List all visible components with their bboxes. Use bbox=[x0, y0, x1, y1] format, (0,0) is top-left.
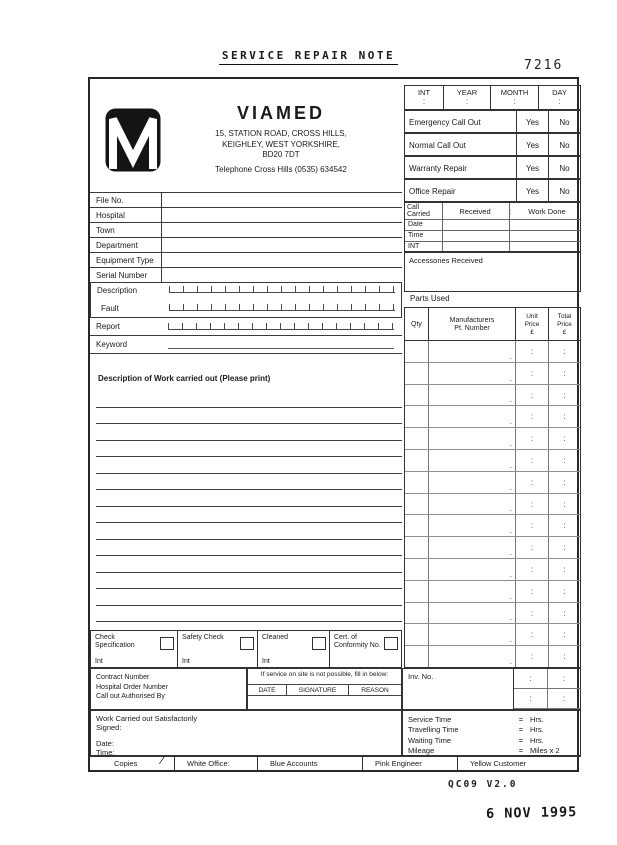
unit-price-cell: : bbox=[515, 450, 548, 471]
decimal-point-mark: . bbox=[509, 417, 512, 427]
parts-number-cell bbox=[428, 406, 515, 427]
work-ruled-line bbox=[96, 573, 402, 590]
work-ruled-line bbox=[96, 391, 402, 408]
parts-unit-price-header bbox=[515, 308, 548, 340]
yes-cell: Yes bbox=[516, 157, 548, 178]
work-ruled-line bbox=[96, 556, 402, 573]
parts-qty-cell bbox=[405, 515, 428, 536]
initials-label: Int bbox=[262, 658, 270, 665]
call-option-label: Office Repair bbox=[409, 187, 456, 196]
unit-price-cell: : bbox=[515, 472, 548, 493]
accessories-label: Accessories Received bbox=[409, 256, 483, 265]
total-price-cell: : bbox=[548, 581, 580, 602]
field-row-file-no bbox=[90, 193, 402, 208]
parts-qty-cell bbox=[405, 559, 428, 580]
maker-label-line1: Manufacturers bbox=[449, 317, 495, 324]
satisfaction-box bbox=[90, 710, 402, 756]
keyword-row bbox=[90, 336, 402, 354]
unit-price-cell: : bbox=[515, 581, 548, 602]
parts-number-cell bbox=[428, 363, 515, 384]
safety-check-cell bbox=[177, 631, 257, 667]
colon-mark: : bbox=[509, 207, 512, 216]
work-ruled-line bbox=[96, 474, 402, 491]
call-log-corner-line1: Call bbox=[407, 204, 420, 211]
call-option-label: Emergency Call Out bbox=[409, 118, 481, 127]
total-price-cell: : bbox=[548, 385, 580, 406]
decimal-point-mark: . bbox=[509, 547, 512, 557]
decimal-point-mark: . bbox=[509, 351, 512, 361]
parts-number-cell bbox=[428, 515, 515, 536]
parts-qty-header bbox=[405, 308, 428, 340]
hospital-order-label: Hospital Order Number bbox=[96, 683, 168, 691]
work-ruled-line bbox=[96, 540, 402, 557]
work-ruled-line bbox=[96, 606, 402, 623]
parts-row bbox=[405, 428, 580, 450]
parts-qty-cell bbox=[405, 494, 428, 515]
reason-column-header: REASON bbox=[348, 685, 401, 695]
unit-price-cell: : bbox=[515, 494, 548, 515]
check-label: Cert. of Conformity No. bbox=[334, 634, 381, 649]
time-row-unit: Miles x 2 bbox=[530, 746, 560, 756]
total-price-cell: : bbox=[548, 428, 580, 449]
date-col-label: DAY bbox=[552, 88, 567, 97]
yes-cell: Yes bbox=[516, 111, 548, 132]
no-cell: No bbox=[548, 180, 580, 201]
call-option-row bbox=[404, 133, 581, 156]
parts-qty-cell bbox=[405, 581, 428, 602]
fault-label: Fault bbox=[101, 304, 119, 313]
call-option-label: Warranty Repair bbox=[409, 164, 467, 173]
company-block bbox=[162, 103, 400, 174]
parts-qty-cell bbox=[405, 406, 428, 427]
colon-mark: : bbox=[465, 97, 469, 106]
field-row-department bbox=[90, 238, 402, 253]
decimal-point-mark: . bbox=[509, 591, 512, 601]
company-address-line3: BD20 7DT bbox=[262, 150, 300, 159]
decimal-point-mark: . bbox=[509, 395, 512, 405]
parts-number-cell bbox=[428, 494, 515, 515]
check-label: Cleaned bbox=[262, 634, 289, 641]
viamed-logo-icon bbox=[104, 107, 162, 173]
parts-row bbox=[405, 341, 580, 363]
total-price-cell: : bbox=[548, 515, 580, 536]
initials-label: Int bbox=[182, 658, 190, 665]
time-row-label: Mileage bbox=[408, 746, 435, 756]
price-row bbox=[514, 689, 580, 709]
invoice-box bbox=[402, 668, 514, 710]
date-col-label: MONTH bbox=[500, 88, 529, 97]
received-header: Received bbox=[459, 207, 491, 216]
service-repair-form bbox=[88, 77, 579, 772]
initials-label: Int bbox=[95, 658, 103, 665]
call-log-corner bbox=[407, 204, 430, 218]
unit-price-cell: : bbox=[515, 646, 548, 667]
work-ruled-line bbox=[96, 507, 402, 524]
decimal-point-mark: . bbox=[509, 635, 512, 645]
report-label: Report bbox=[96, 322, 121, 331]
date-col-day bbox=[538, 86, 580, 109]
waiting-time-row bbox=[403, 735, 580, 746]
unit-price-cell: : bbox=[515, 406, 548, 427]
parts-number-cell bbox=[428, 450, 515, 471]
total-price-cell: : bbox=[548, 494, 580, 515]
cleaned-cell bbox=[257, 631, 329, 667]
decimal-point-mark: . bbox=[509, 569, 512, 579]
parts-number-cell bbox=[428, 559, 515, 580]
page-title: SERVICE REPAIR NOTE bbox=[219, 49, 398, 65]
equals-sign: = bbox=[518, 714, 524, 724]
unit-price-cell: : bbox=[515, 515, 548, 536]
parts-qty-cell bbox=[405, 537, 428, 558]
date-col-label: YEAR bbox=[456, 88, 478, 97]
white-office-cell: White Office: bbox=[174, 757, 257, 770]
time-row-unit: Hrs. bbox=[530, 725, 544, 735]
time-row-unit: Hrs. bbox=[530, 735, 544, 745]
work-ruled-line bbox=[96, 457, 402, 474]
parts-qty-cell bbox=[405, 450, 428, 471]
date-col-year bbox=[443, 86, 490, 109]
conformity-cell bbox=[329, 631, 401, 667]
date-label: Date: bbox=[96, 739, 114, 748]
total-price-cell: : bbox=[548, 559, 580, 580]
field-row-serial-number bbox=[90, 268, 402, 283]
field-label: Department bbox=[90, 238, 162, 252]
parts-number-header bbox=[428, 308, 515, 340]
parts-row bbox=[405, 406, 580, 428]
parts-row bbox=[405, 515, 580, 537]
date-col-label: INT bbox=[417, 88, 431, 97]
pink-engineer-cell: Pink Engineer bbox=[362, 757, 457, 770]
total-price-cell: : bbox=[547, 689, 580, 708]
work-ruled-line bbox=[96, 523, 402, 540]
parts-row bbox=[405, 385, 580, 407]
parts-number-cell bbox=[428, 472, 515, 493]
work-ruled-line bbox=[96, 441, 402, 458]
parts-total-price-header bbox=[548, 308, 580, 340]
total-price-cell: : bbox=[547, 669, 580, 688]
pound-sign: £ bbox=[562, 329, 567, 336]
total-price-cell: : bbox=[548, 406, 580, 427]
equals-sign: = bbox=[518, 725, 524, 735]
satisfaction-label: Work Carried out Satisfactorily bbox=[96, 714, 198, 723]
contract-box bbox=[90, 668, 247, 710]
parts-qty-cell bbox=[405, 428, 428, 449]
parts-number-cell bbox=[428, 537, 515, 558]
unit-price-cell: : bbox=[515, 624, 548, 645]
check-box bbox=[160, 637, 174, 650]
company-address-line1: 15, STATION ROAD, CROSS HILLS, bbox=[215, 129, 347, 138]
parts-header bbox=[404, 307, 581, 341]
unit-price-cell: : bbox=[515, 559, 548, 580]
onsite-columns bbox=[248, 684, 401, 696]
parts-row bbox=[405, 537, 580, 559]
description-comb-field bbox=[169, 286, 395, 293]
total-price-cell: : bbox=[548, 363, 580, 384]
parts-row bbox=[405, 646, 580, 668]
parts-row bbox=[405, 624, 580, 646]
report-row bbox=[90, 318, 402, 336]
parts-number-cell bbox=[428, 581, 515, 602]
parts-number-cell bbox=[428, 646, 515, 667]
total-price-cell: : bbox=[548, 646, 580, 667]
unit-price-cell: : bbox=[515, 363, 548, 384]
parts-row bbox=[405, 559, 580, 581]
parts-row bbox=[405, 603, 580, 625]
copies-strip bbox=[90, 756, 581, 770]
equals-sign: = bbox=[518, 746, 524, 756]
date-box bbox=[404, 85, 581, 110]
field-label: File No. bbox=[90, 193, 162, 207]
field-row-hospital bbox=[90, 208, 402, 223]
work-ruled-line bbox=[96, 424, 402, 441]
parts-title: Parts Used bbox=[410, 294, 450, 303]
unit-price-cell: : bbox=[515, 385, 548, 406]
call-option-row bbox=[404, 110, 581, 133]
date-column-header: DATE bbox=[258, 687, 276, 694]
field-label: Equipment Type bbox=[90, 253, 162, 267]
parts-qty-cell bbox=[405, 341, 428, 362]
check-box bbox=[240, 637, 254, 650]
check-box bbox=[312, 637, 326, 650]
parts-qty-cell bbox=[405, 603, 428, 624]
field-row-town bbox=[90, 223, 402, 238]
call-log-date-row: Date bbox=[405, 219, 580, 230]
field-row-equipment-type bbox=[90, 253, 402, 268]
mileage-row bbox=[403, 746, 580, 757]
parts-number-cell bbox=[428, 603, 515, 624]
work-lines bbox=[96, 391, 402, 622]
maker-label-line2: Pt. Number bbox=[454, 325, 490, 332]
checks-strip bbox=[90, 630, 402, 668]
blue-accounts-cell: Blue Accounts bbox=[257, 757, 362, 770]
yellow-customer-cell: Yellow Customer bbox=[457, 757, 581, 770]
work-ruled-line bbox=[96, 490, 402, 507]
date-col-month bbox=[490, 86, 538, 109]
unit-price-cell: : bbox=[529, 674, 532, 683]
call-log-corner-line2: Carried bbox=[407, 211, 430, 218]
decimal-point-mark: . bbox=[509, 482, 512, 492]
decimal-point-mark: . bbox=[509, 526, 512, 536]
fault-comb-field bbox=[169, 304, 395, 311]
decimal-point-mark: . bbox=[509, 438, 512, 448]
accessories-box bbox=[404, 252, 581, 292]
service-time-row bbox=[403, 714, 580, 725]
total-label-line1: Total bbox=[557, 313, 572, 320]
yes-cell: Yes bbox=[516, 134, 548, 155]
form-serial-number: 7216 bbox=[524, 58, 564, 73]
total-price-cell: : bbox=[548, 472, 580, 493]
call-log-box bbox=[404, 202, 581, 252]
time-row-label: Service Time bbox=[408, 714, 452, 724]
decimal-point-mark: . bbox=[509, 373, 512, 383]
call-out-authorised-label: Call out Authorised By bbox=[96, 693, 165, 700]
call-log-int-row: INT bbox=[405, 241, 580, 253]
price-row bbox=[514, 669, 580, 689]
field-label: Hospital bbox=[90, 208, 162, 222]
qty-label: Qty bbox=[411, 321, 422, 328]
work-done-header: Work Done bbox=[528, 207, 566, 216]
parts-qty-cell bbox=[405, 472, 428, 493]
unit-price-cell: : bbox=[515, 603, 548, 624]
decimal-point-mark: . bbox=[509, 460, 512, 470]
parts-qty-cell bbox=[405, 646, 428, 667]
colon-mark: : bbox=[558, 97, 561, 106]
parts-row bbox=[405, 494, 580, 516]
date-stamp: 6 NOV 1995 bbox=[485, 804, 578, 822]
parts-row bbox=[405, 450, 580, 472]
parts-number-cell bbox=[428, 428, 515, 449]
report-comb-field bbox=[168, 323, 394, 330]
no-cell: No bbox=[548, 157, 580, 178]
company-address-line2: KEIGHLEY, WEST YORKSHIRE, bbox=[222, 139, 340, 149]
no-cell: No bbox=[548, 134, 580, 155]
total-label-line2: Price bbox=[557, 321, 572, 328]
colon-mark: : bbox=[422, 97, 426, 106]
parts-row bbox=[405, 581, 580, 603]
time-row-unit: Hrs. bbox=[530, 714, 544, 724]
onsite-box bbox=[247, 668, 402, 710]
copies-label: Copies bbox=[114, 759, 138, 768]
parts-qty-cell bbox=[405, 624, 428, 645]
description-label: Description bbox=[97, 286, 138, 295]
parts-qty-cell bbox=[405, 385, 428, 406]
unit-price-cell: : bbox=[515, 537, 548, 558]
colon-mark: : bbox=[513, 97, 516, 106]
onsite-note: If service on site is not possible, fill in below: bbox=[260, 671, 389, 678]
call-option-row bbox=[404, 179, 581, 202]
parts-number-cell bbox=[428, 624, 515, 645]
parts-rows bbox=[404, 341, 581, 668]
total-price-cell: : bbox=[548, 537, 580, 558]
work-ruled-line bbox=[96, 589, 402, 606]
call-option-row bbox=[404, 156, 581, 179]
field-label: Town bbox=[90, 223, 162, 237]
signature-column-header: SIGNATURE bbox=[286, 685, 348, 695]
call-log-time-row: Time bbox=[405, 230, 580, 241]
check-label: Safety Check bbox=[182, 634, 224, 641]
company-name: VIAMED bbox=[236, 103, 325, 123]
unit-price-cell: : bbox=[529, 694, 532, 703]
copies-cell bbox=[90, 754, 174, 770]
call-option-label: Normal Call Out bbox=[409, 141, 466, 150]
field-label: Serial Number bbox=[90, 268, 162, 282]
total-price-cell: : bbox=[548, 624, 580, 645]
keyword-label: Keyword bbox=[96, 340, 128, 349]
total-price-cell: : bbox=[548, 341, 580, 362]
work-heading: Description of Work carried out (Please print) bbox=[98, 374, 271, 383]
signed-label: Signed: bbox=[96, 723, 122, 732]
invoice-number-label: Inv. No. bbox=[408, 672, 434, 681]
parts-row bbox=[405, 472, 580, 494]
total-price-cell: : bbox=[548, 450, 580, 471]
company-phone: Telephone Cross Hills (0535) 634542 bbox=[215, 164, 347, 174]
detail-fields bbox=[90, 192, 402, 283]
contract-number-label: Contract Number bbox=[96, 674, 150, 681]
description-box bbox=[90, 282, 402, 318]
yes-cell: Yes bbox=[516, 180, 548, 201]
time-row-label: Waiting Time bbox=[408, 735, 452, 745]
unit-price-cell: : bbox=[515, 341, 548, 362]
extra-price-rows bbox=[514, 668, 581, 710]
handwritten-tick: / bbox=[158, 754, 165, 768]
time-label: Time: bbox=[96, 748, 115, 757]
time-row-label: Travelling Time bbox=[408, 725, 459, 735]
unit-label-line1: Unit bbox=[526, 313, 538, 320]
no-cell: No bbox=[548, 111, 580, 132]
times-box bbox=[402, 710, 581, 756]
date-col-int bbox=[405, 86, 443, 109]
check-label: Check Specification bbox=[95, 634, 135, 649]
parts-number-cell bbox=[428, 341, 515, 362]
work-ruled-line bbox=[96, 408, 402, 425]
total-price-cell: : bbox=[548, 603, 580, 624]
doc-code: QC09 V2.0 bbox=[448, 779, 518, 790]
pound-sign: £ bbox=[530, 329, 534, 336]
decimal-point-mark: . bbox=[509, 613, 512, 623]
parts-qty-cell bbox=[405, 363, 428, 384]
unit-price-cell: : bbox=[515, 428, 548, 449]
decimal-point-mark: . bbox=[509, 504, 512, 514]
parts-number-cell bbox=[428, 385, 515, 406]
keyword-line bbox=[168, 348, 394, 349]
check-box bbox=[384, 637, 398, 650]
travelling-time-row bbox=[403, 725, 580, 736]
decimal-point-mark: . bbox=[509, 656, 512, 666]
check-specification-cell bbox=[91, 631, 177, 667]
parts-row bbox=[405, 363, 580, 385]
equals-sign: = bbox=[518, 735, 524, 745]
unit-label-line2: Price bbox=[524, 321, 540, 328]
